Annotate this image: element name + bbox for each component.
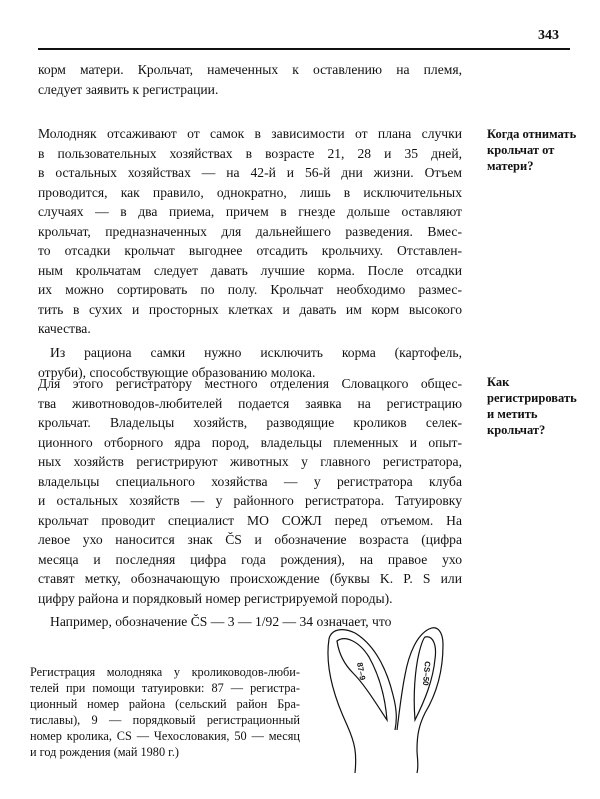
text-line: регистрировать [487, 391, 577, 405]
left-ear-tattoo: 87–9 [355, 661, 367, 681]
paragraph-continuation [38, 60, 462, 99]
text-line: ставят метку, обозначающую происхождение (буквы K. P. S или [38, 571, 462, 586]
text-line: цифру района и порядковый номер регистрируемой породы). [38, 590, 393, 606]
text-line: месяца и последняя цифра года рождения), на правое ухо [38, 551, 462, 567]
header-rule [38, 48, 570, 50]
text-line: ционный номер района (сельский район Бра- [30, 697, 300, 711]
text-line: то отсадки крольчат выгоднее отсадить крольчиху. Отставлен- [38, 243, 462, 258]
text-line: тить в сухих и просторных клетках и давать им корм высокого [38, 301, 462, 317]
text-line: случаях — в два приема, причем в гнезде дольше оставляют [38, 204, 462, 219]
text-line: ных хозяйств регистрируют животных у главного регистратора, [38, 454, 462, 469]
text-line: крольчат? [487, 423, 546, 437]
text-line: тва животноводов-любителей подается заявка на регистрацию [38, 395, 462, 411]
text-line: левое ухо наносится знак ČS и обозначение возраста (цифра [38, 532, 462, 547]
text-line: ным крольчатам следует давать лучшие корма. После отсадки [38, 262, 462, 278]
text-line: Регистрация молодняка у кролиководов-люби- [30, 665, 300, 679]
text-line: отруби), способствующие образованию молока. [38, 364, 316, 380]
text-line: Например, обозначение ČS — 3 — 1/92 — 34 означает, что [50, 614, 392, 629]
text-line: матери? [487, 159, 534, 173]
text-line: их можно сортировать по полу. Крольчат необходимо размес- [38, 282, 462, 297]
text-line: в остальных хозяйствах — на 42-й и 56-й дни жизни. Отъем [38, 165, 462, 180]
text-line: крольчат от [487, 143, 555, 157]
text-line: и остальных хозяйств — у районного регистратора. Татуировку [38, 493, 462, 508]
text-line: владельцы специального хозяйства — у регистратора клуба [38, 473, 462, 489]
text-line: ционного отборного ядра пород, владельцы племенных и опыт- [38, 434, 462, 450]
text-line: и метить [487, 407, 538, 421]
text-line: Когда отнимать [487, 127, 577, 141]
text-line: Молодняк отсаживают от самок в зависимости от плана случки [38, 126, 462, 141]
text-line: корм матери. Крольчат, намеченных к оставлению на племя, [38, 62, 462, 77]
paragraph-registration [38, 374, 462, 608]
rabbit-ears-illustration [325, 625, 450, 775]
text-line: Для этого регистратору местного отделения Словацкого общес- [38, 376, 462, 391]
text-line: проводится, как правило, однократно, лишь в исключительных [38, 184, 462, 200]
side-note-weaning [487, 126, 576, 174]
text-line: тиславы), 9 — порядковый регистрационный [30, 713, 300, 727]
text-line: качества. [38, 321, 91, 336]
text-line: номер кролика, CS — Чехословакия, 50 — месяц [30, 729, 300, 743]
text-line: Как [487, 375, 510, 389]
paragraph-weaning [38, 124, 462, 339]
text-line: в пользовательных хозяйствах в возрасте 21, 28 и 35 дней, [38, 145, 462, 161]
page-number: 343 [538, 28, 559, 43]
text-line: крольчат проводит специалист МО СОЖЛ перед отъемом. На [38, 512, 462, 528]
text-line: следует заявить к регистрации. [38, 81, 219, 97]
text-line: телей при помощи татуировки: 87 — регистра- [30, 681, 300, 695]
text-line: крольчат, предназначенных для дальнейшего разведения. Вмес- [38, 223, 462, 239]
text-line: Из рациона самки нужно исключить корма (картофель, [50, 345, 462, 360]
text-line: и год рождения (май 1980 г.) [30, 745, 180, 759]
figure-caption [30, 664, 300, 760]
side-note-registration [487, 374, 577, 438]
text-line: крольчат. Владельцы хозяйств, разводящие кроликов селек- [38, 415, 462, 430]
right-ear-tattoo: CS–50 [420, 660, 432, 686]
